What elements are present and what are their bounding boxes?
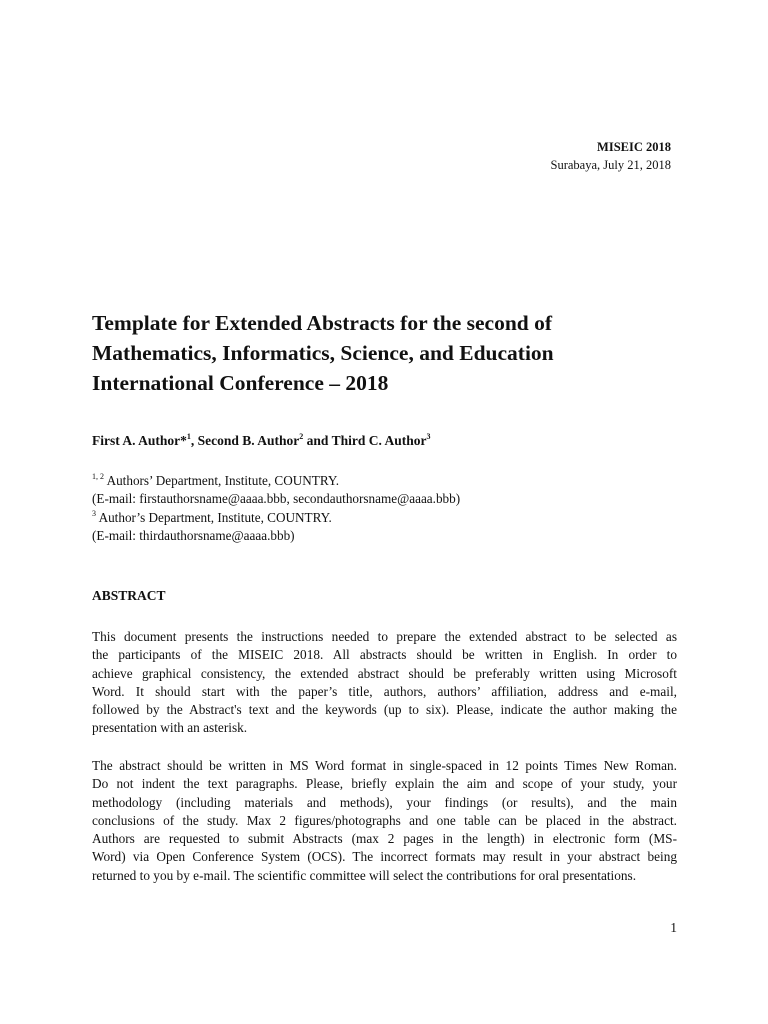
title-line: Mathematics, Informatics, Science, and Education <box>92 341 554 365</box>
paragraph-line: Word) via Open Conference System (OCS). The incorrect formats may result in your abstract being <box>92 849 677 865</box>
paragraph-line: Word. It should start with the paper’s title, authors, authors’ affiliation, address and e-mail, <box>92 683 677 699</box>
author-name: and Third C. Author <box>303 433 427 448</box>
paragraph-line: The abstract should be written in MS Word format in single-spaced in 12 points Times New Roman. <box>92 758 677 773</box>
paragraph-line: Do not indent the text paragraphs. Please, briefly explain the aim and scope of your study, your <box>92 776 677 792</box>
author-superscript: 3 <box>426 432 431 441</box>
paragraph-line: followed by the Abstract's text and the keywords (up to six). Please, indicate the author making the <box>92 702 677 718</box>
title-line: International Conference – 2018 <box>92 371 389 395</box>
affiliation-email: (E-mail: thirdauthorsname@aaaa.bbb) <box>92 527 295 543</box>
paragraph-line: methodology (including materials and methods), your findings (or results), and the main <box>92 794 677 810</box>
author-superscript: 1 <box>186 432 191 441</box>
affiliation-superscript: 1, 2 <box>92 472 104 481</box>
paragraph-line: returned to you by e-mail. The scientific committee will select the contributions for oral presentations. <box>92 867 637 883</box>
author-superscript: 2 <box>299 432 304 441</box>
paper-title <box>92 308 692 398</box>
author-name: , Second B. Author <box>190 433 300 448</box>
paragraph-line: Authors are requested to submit Abstracts (max 2 pages in the length) in electronic form (MS- <box>92 831 677 847</box>
page-number: 1 <box>670 920 677 935</box>
author-name: First A. Author* <box>92 433 187 448</box>
affiliation-line <box>92 472 460 490</box>
affiliation-line <box>92 509 460 527</box>
paragraph-line: conclusions of the study. Max 2 figures/photographs and one table can be placed in the abstract. <box>92 812 677 828</box>
abstract-paragraph-1 <box>92 628 677 738</box>
paragraph-line: This document presents the instructions needed to prepare the extended abstract to be selected as <box>92 629 677 644</box>
title-line: Template for Extended Abstracts for the second of <box>92 311 553 335</box>
paragraph-line: the participants of the MISEIC 2018. All abstracts should be written in English. In order to <box>92 647 677 663</box>
paragraph-line: achieve graphical consistency, the extended abstract should be preferably written using Microsoft <box>92 665 677 681</box>
affiliation-text: Author’s Department, Institute, COUNTRY. <box>96 509 332 525</box>
paragraph-line: presentation with an asterisk. <box>92 720 248 736</box>
conference-header <box>551 139 671 175</box>
affiliations <box>92 472 460 545</box>
abstract-heading: ABSTRACT <box>92 588 166 603</box>
conference-name: MISEIC 2018 <box>597 140 671 154</box>
affiliation-text: Authors’ Department, Institute, COUNTRY. <box>104 473 340 488</box>
author-list <box>92 433 430 449</box>
abstract-paragraph-2 <box>92 757 677 885</box>
conference-place-date: Surabaya, July 21, 2018 <box>550 158 671 172</box>
affiliation-email: (E-mail: firstauthorsname@aaaa.bbb, secondauthorsname@aaaa.bbb) <box>92 491 461 507</box>
affiliation-superscript: 3 <box>92 508 96 518</box>
